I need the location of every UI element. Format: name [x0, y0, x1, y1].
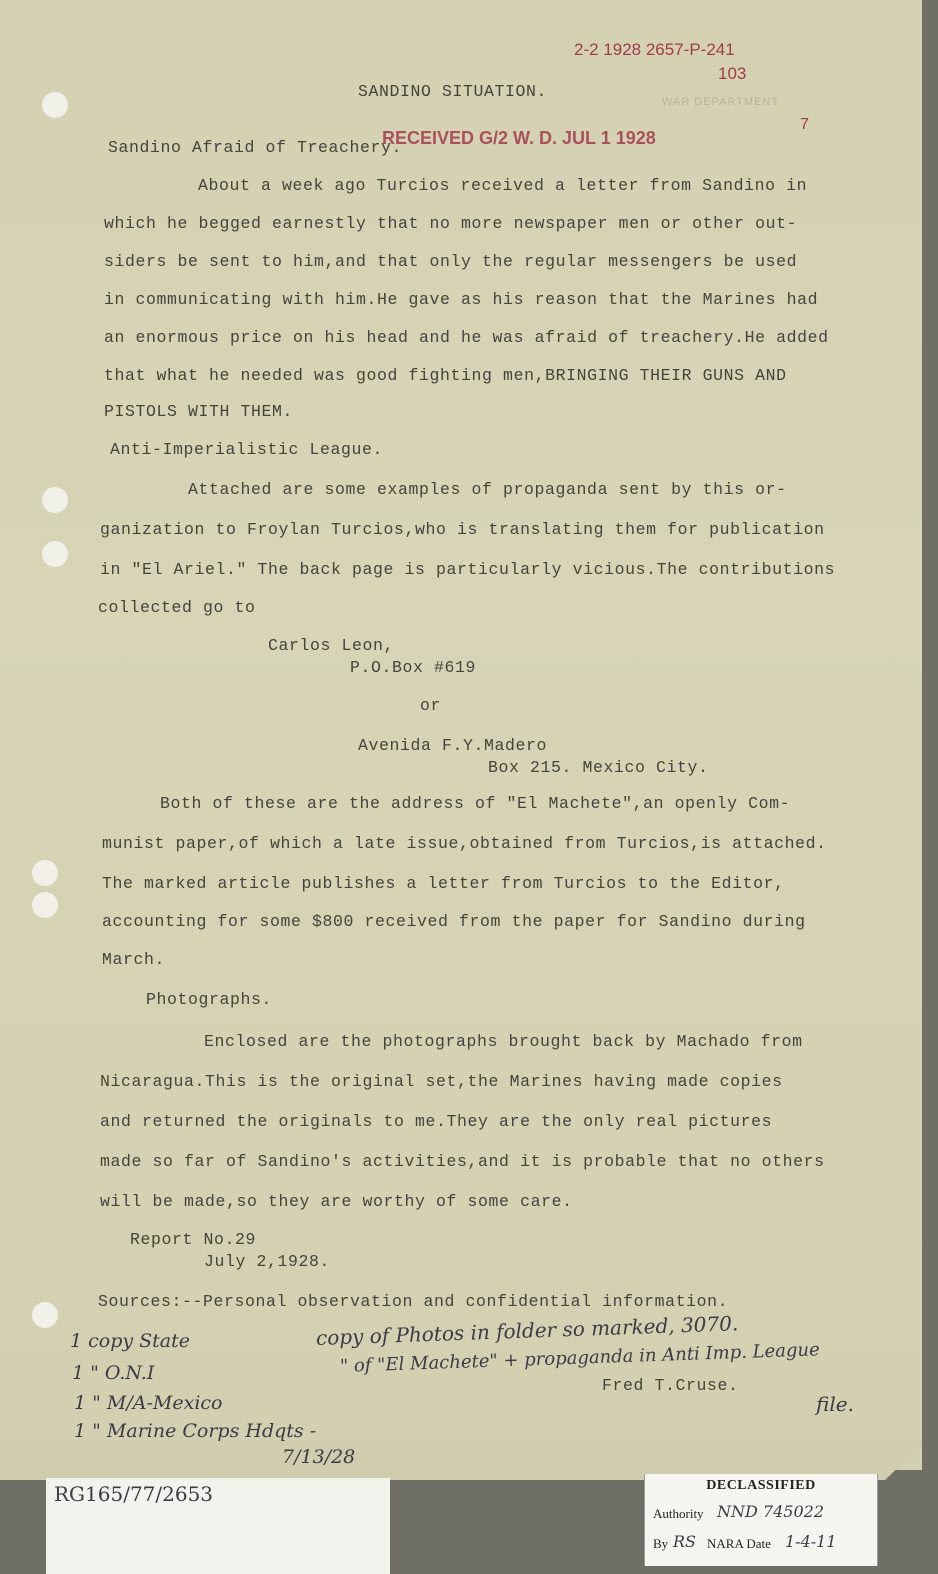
paragraph-line: collected go to	[98, 598, 256, 617]
handwritten-distribution-date: 7/13/28	[282, 1446, 356, 1468]
handwritten-distribution-line: 1 " Marine Corps Hdqts -	[74, 1420, 317, 1442]
file-sub-number: 103	[718, 64, 747, 83]
paragraph-line: siders be sent to him,and that only the regular messengers be used	[104, 252, 798, 271]
document-title: SANDINO SITUATION.	[358, 82, 548, 101]
nara-date-value: 1-4-11	[785, 1532, 837, 1551]
punch-hole	[42, 487, 68, 513]
handwritten-distribution-line: 1 " M/A-Mexico	[74, 1392, 223, 1414]
paragraph-line: March.	[102, 950, 166, 969]
paragraph-line: accounting for some $800 received from the paper for Sandino during	[102, 912, 806, 931]
address-line: or	[420, 696, 442, 715]
paragraph-line: and returned the originals to me.They are the only real pictures	[100, 1112, 773, 1131]
paragraph-line: will be made,so they are worthy of some care.	[100, 1192, 573, 1211]
paragraph-line: ganization to Froylan Turcios,who is translating them for publication	[100, 520, 825, 539]
section-heading-treachery: Sandino Afraid of Treachery.	[108, 138, 403, 157]
punch-hole	[32, 1302, 58, 1328]
punch-hole	[42, 541, 68, 567]
paragraph-line: Attached are some examples of propaganda sent by this or-	[188, 480, 787, 499]
file-number-stamp: 2-2 1928 2657-P-241	[574, 40, 735, 59]
address-line: Carlos Leon,	[268, 636, 395, 655]
archive-citation: RG165/77/2653	[54, 1482, 214, 1506]
paragraph-line: The marked article publishes a letter from Turcios to the Editor,	[102, 874, 785, 893]
paragraph-line: Both of these are the address of "El Machete",an openly Com-	[160, 794, 791, 813]
war-department-stamp: WAR DEPARTMENT	[662, 96, 780, 108]
paragraph-line: PISTOLS WITH THEM.	[104, 402, 294, 421]
report-date: July 2,1928.	[204, 1252, 331, 1271]
corner-mark: 7	[800, 116, 809, 133]
nara-date-label: NARA Date	[707, 1536, 771, 1551]
paragraph-line: made so far of Sandino's activities,and it is probable that no others	[100, 1152, 825, 1171]
address-line: P.O.Box #619	[350, 658, 477, 677]
paragraph-line: that what he needed was good fighting men,BRINGING THEIR GUNS AND	[104, 366, 787, 385]
section-heading-league: Anti-Imperialistic League.	[110, 440, 384, 459]
report-number: Report No.29	[130, 1230, 257, 1249]
declassified-title: DECLASSIFIED	[706, 1478, 816, 1493]
paragraph-line: in "El Ariel." The back page is particularly vicious.The contributions	[100, 560, 836, 579]
by-value: RS	[673, 1532, 697, 1551]
paragraph-line: Enclosed are the photographs brought back by Machado from	[204, 1032, 803, 1051]
handwritten-distribution-line: 1 copy State	[70, 1330, 191, 1352]
paragraph-line: in communicating with him.He gave as his reason that the Marines had	[104, 290, 819, 309]
authority-label: Authority	[653, 1506, 704, 1521]
handwritten-note-line: file.	[816, 1392, 854, 1416]
address-line: Box 215. Mexico City.	[488, 758, 709, 777]
signature-name: Fred T.Cruse.	[602, 1376, 739, 1395]
declassified-stamp	[644, 1474, 878, 1566]
section-heading-photographs: Photographs.	[146, 990, 273, 1009]
received-stamp: RECEIVED G/2 W. D. JUL 1 1928	[382, 128, 656, 148]
punch-hole	[32, 892, 58, 918]
paragraph-line: About a week ago Turcios received a letter from Sandino in	[198, 176, 808, 195]
archive-citation-label	[46, 1478, 390, 1574]
handwritten-note-line: copy of Photos in folder so marked, 3070.	[315, 1311, 739, 1350]
paragraph-line: which he begged earnestly that no more newspaper men or other out-	[104, 214, 798, 233]
address-line: Avenida F.Y.Madero	[358, 736, 548, 755]
by-label: By	[653, 1536, 669, 1551]
paragraph-line: an enormous price on his head and he was afraid of treachery.He added	[104, 328, 829, 347]
paragraph-line: Nicaragua.This is the original set,the Marines having made copies	[100, 1072, 783, 1091]
punch-hole	[42, 92, 68, 118]
authority-value: NND 745022	[717, 1502, 824, 1521]
punch-hole	[32, 860, 58, 886]
handwritten-distribution-line: 1 " O.N.I	[72, 1362, 155, 1384]
paragraph-line: munist paper,of which a late issue,obtained from Turcios,is attached.	[102, 834, 827, 853]
handwritten-note-line: " of "El Machete" + propaganda in Anti Imp. League	[339, 1339, 821, 1377]
sources-line: Sources:--Personal observation and confidential information.	[98, 1292, 729, 1311]
